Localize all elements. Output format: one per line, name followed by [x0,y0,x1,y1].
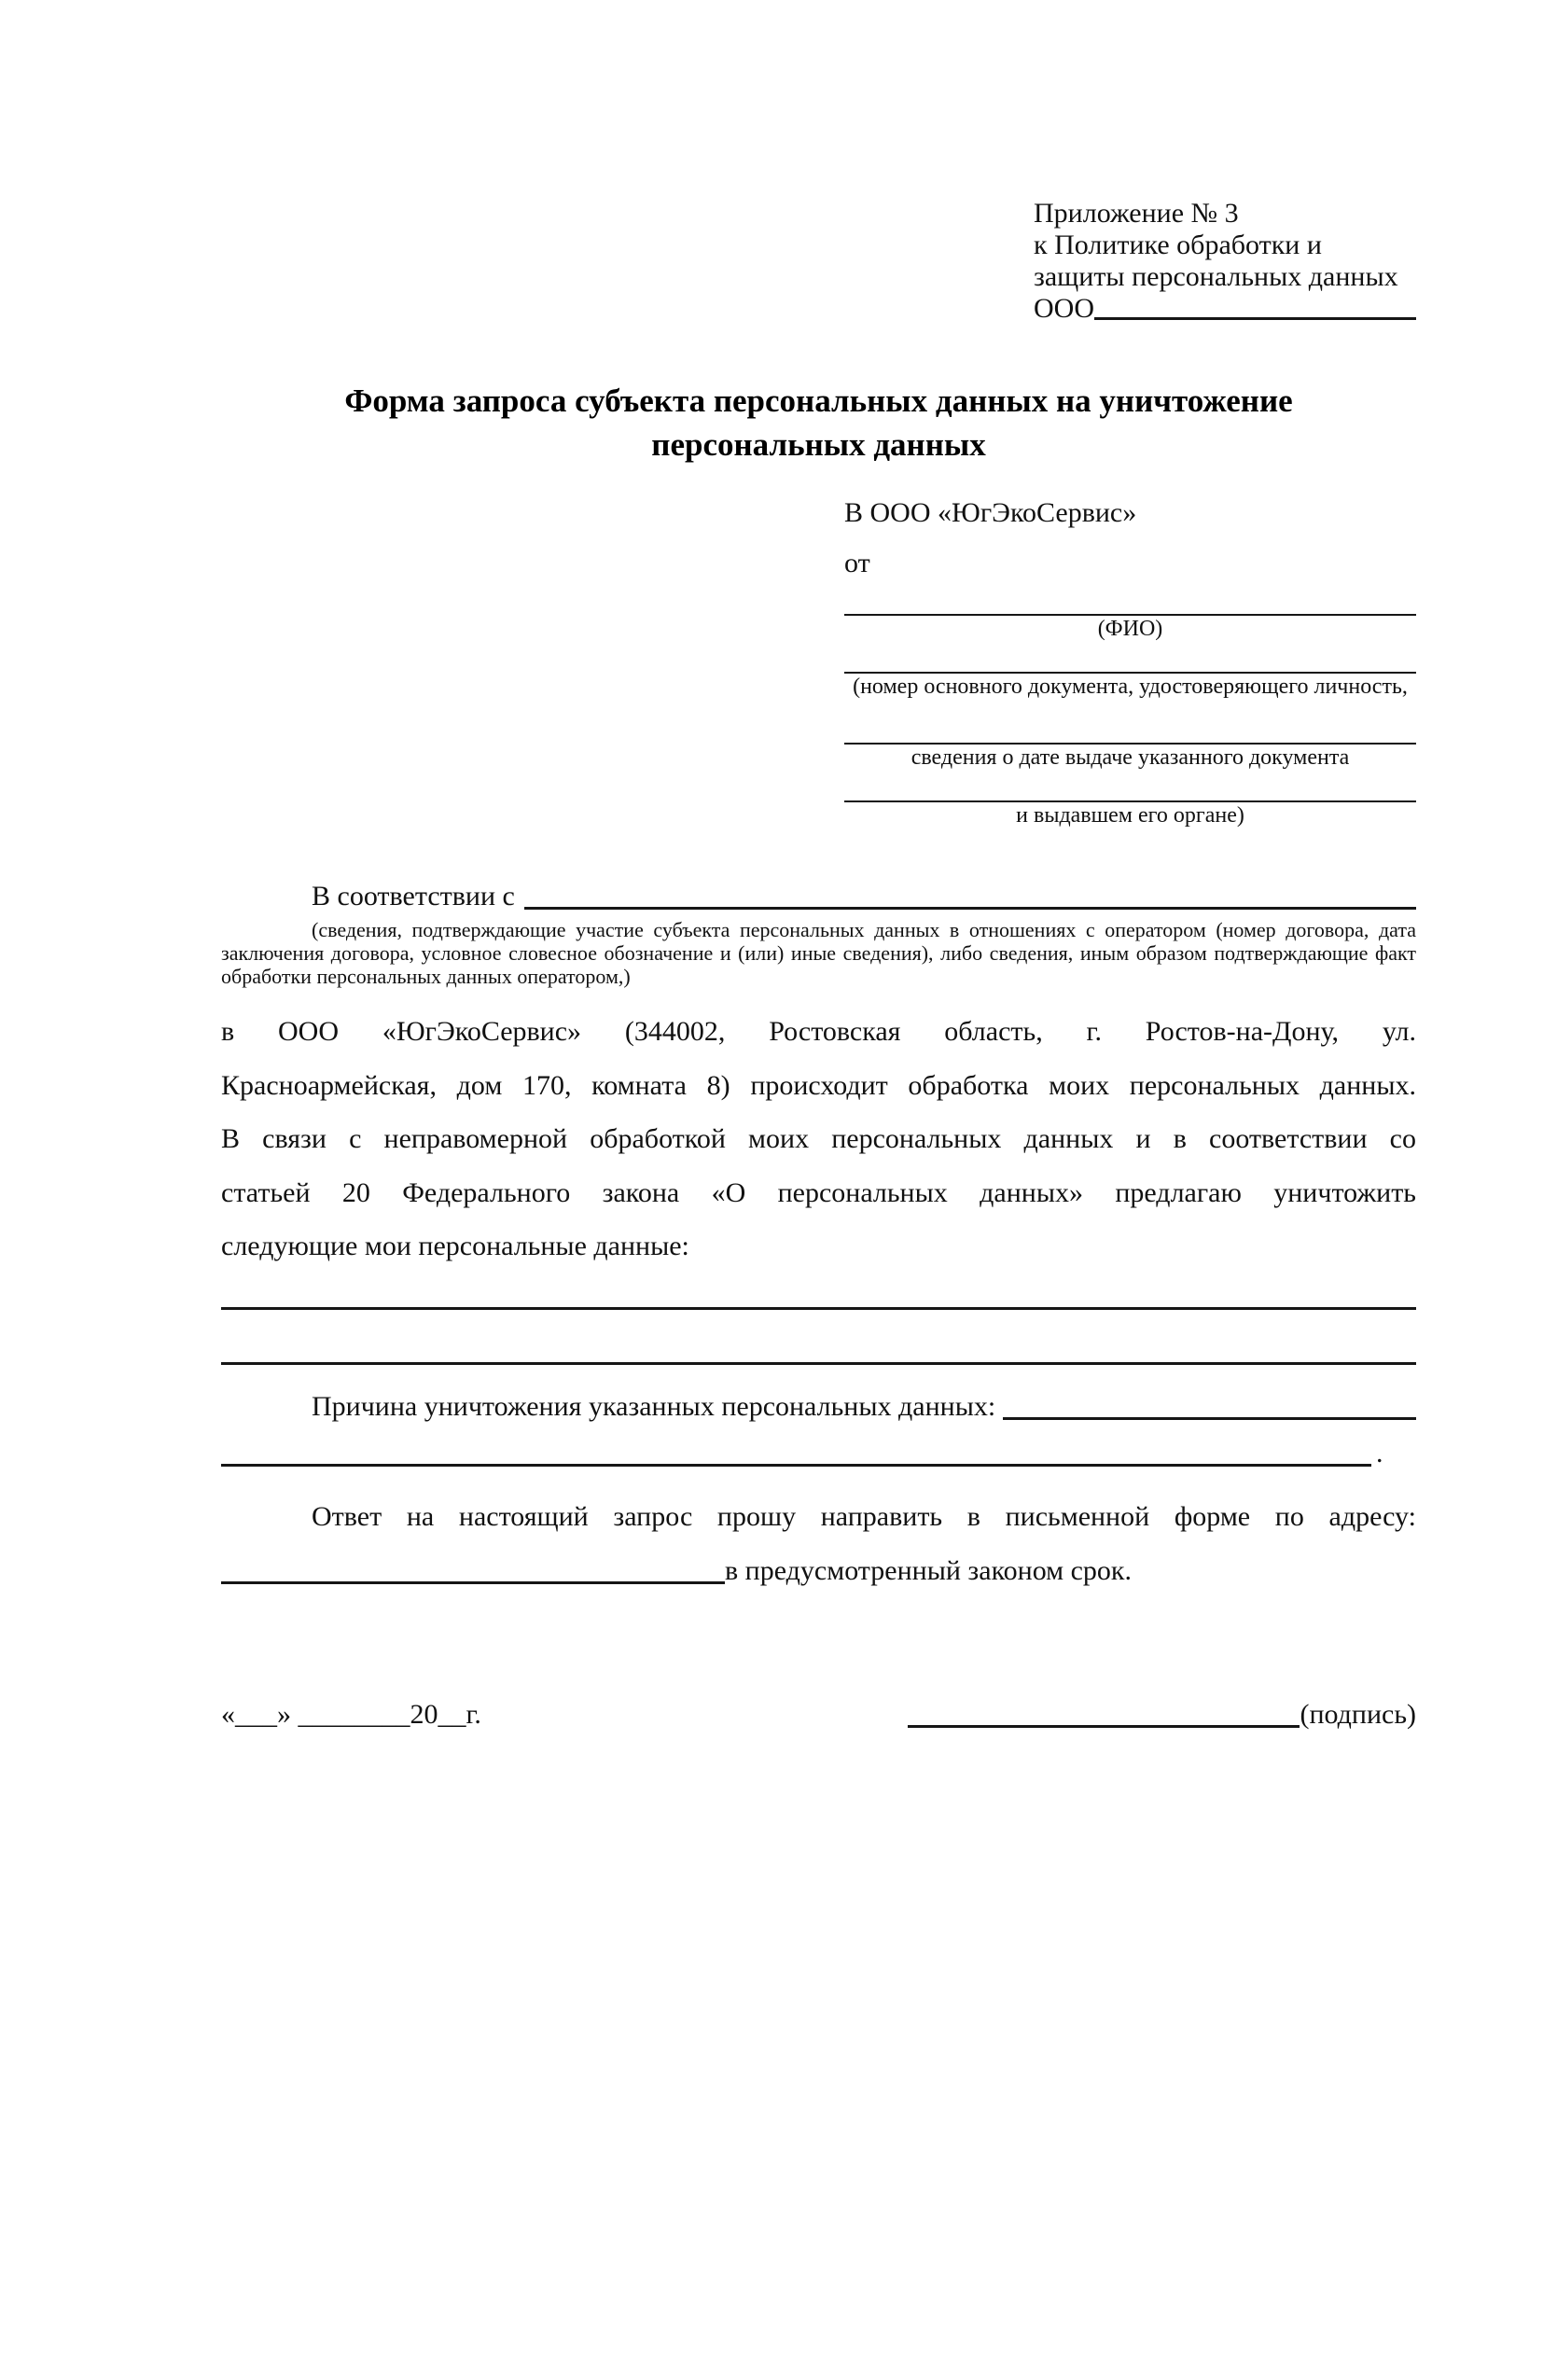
page-title [221,379,1416,466]
document-page [0,198,1543,2380]
addressee-block [844,496,1416,828]
issue-date-caption: сведения о дате выдаче указанного документа [911,745,1350,770]
personal-data-blank-line-2 [221,1362,1416,1365]
fio-caption: (ФИО) [1097,617,1163,641]
date-line: «___» ________20__г. [221,1698,481,1730]
paragraph-line-2: Красноармейская, дом 170, комната 8) происходит обработка моих персональных данных. [221,1069,1416,1101]
note-line-2: заключения договора, условное словесное обозначение и (или) иные сведения), либо сведения, иным образом подтверждающие факт [221,941,1416,965]
footer-row [221,1697,1416,1733]
title-line-2: персональных данных [651,426,986,463]
header-note-line-1: Приложение № 3 [1034,198,1239,229]
paragraph-line-3: В связи с неправомерной обработкой моих персональных данных и в соответствии со [221,1123,1416,1154]
note-line-3: обработки персональных данных оператором,) [221,965,631,988]
company-blank-line [1094,293,1416,320]
addressee-to: В ООО «ЮгЭкоСервис» [844,497,1137,528]
accordance-blank-line [524,879,1416,910]
accordance-label: В соответствии с [312,881,515,912]
reply-line: Ответ на настоящий запрос прошу направить в письменной форме по адресу: [312,1500,1416,1532]
personal-data-blank-line-1 [221,1307,1416,1310]
header-note-line-2: к Политике обработки и [1034,230,1322,260]
reason-label: Причина уничтожения указанных персональных данных: [312,1390,996,1422]
address-blank-line [221,1553,725,1584]
reply-tail-text: в предусмотренный законом срок. [725,1554,1132,1586]
document-content [221,198,1416,1733]
accordance-line [221,879,1416,914]
header-note-line-3: защиты персональных данных [1034,261,1398,292]
paragraph-line-5: следующие мои персональные данные: [221,1231,689,1261]
header-note [1034,198,1416,325]
addressee-from-label: от [844,548,870,578]
reply-tail-line [221,1553,1416,1589]
reason-blank-line [1003,1389,1416,1420]
title-line-1: Форма запроса субъекта персональных данных на уничтожение [344,383,1293,419]
reason-continuation-line [221,1436,1416,1471]
signature-group [908,1697,1416,1733]
reason-continuation-blank-line [221,1436,1371,1467]
signature-caption: (подпись) [1300,1698,1416,1730]
accordance-note [221,918,1416,988]
signature-blank-line [908,1697,1300,1728]
paragraph-line-4: статьей 20 Федерального закона «О персональных данных» предлагаю уничтожить [221,1176,1416,1208]
period-text: . [1376,1437,1383,1468]
doc-number-caption: (номер основного документа, удостоверяющего личность, [853,675,1408,699]
note-line-1: (сведения, подтверждающие участие субъекта персональных данных в отношениях с оператором (номер договора, дата [312,918,1416,941]
reason-line [221,1389,1416,1425]
issuer-caption: и выдавшем его органе) [1016,803,1244,828]
main-paragraph [221,1005,1416,1274]
company-label: ООО [1034,293,1094,324]
paragraph-line-1: в ООО «ЮгЭкоСервис» (344002, Ростовская область, г. Ростов-на-Дону, ул. [221,1016,1416,1047]
company-line [1034,293,1416,325]
